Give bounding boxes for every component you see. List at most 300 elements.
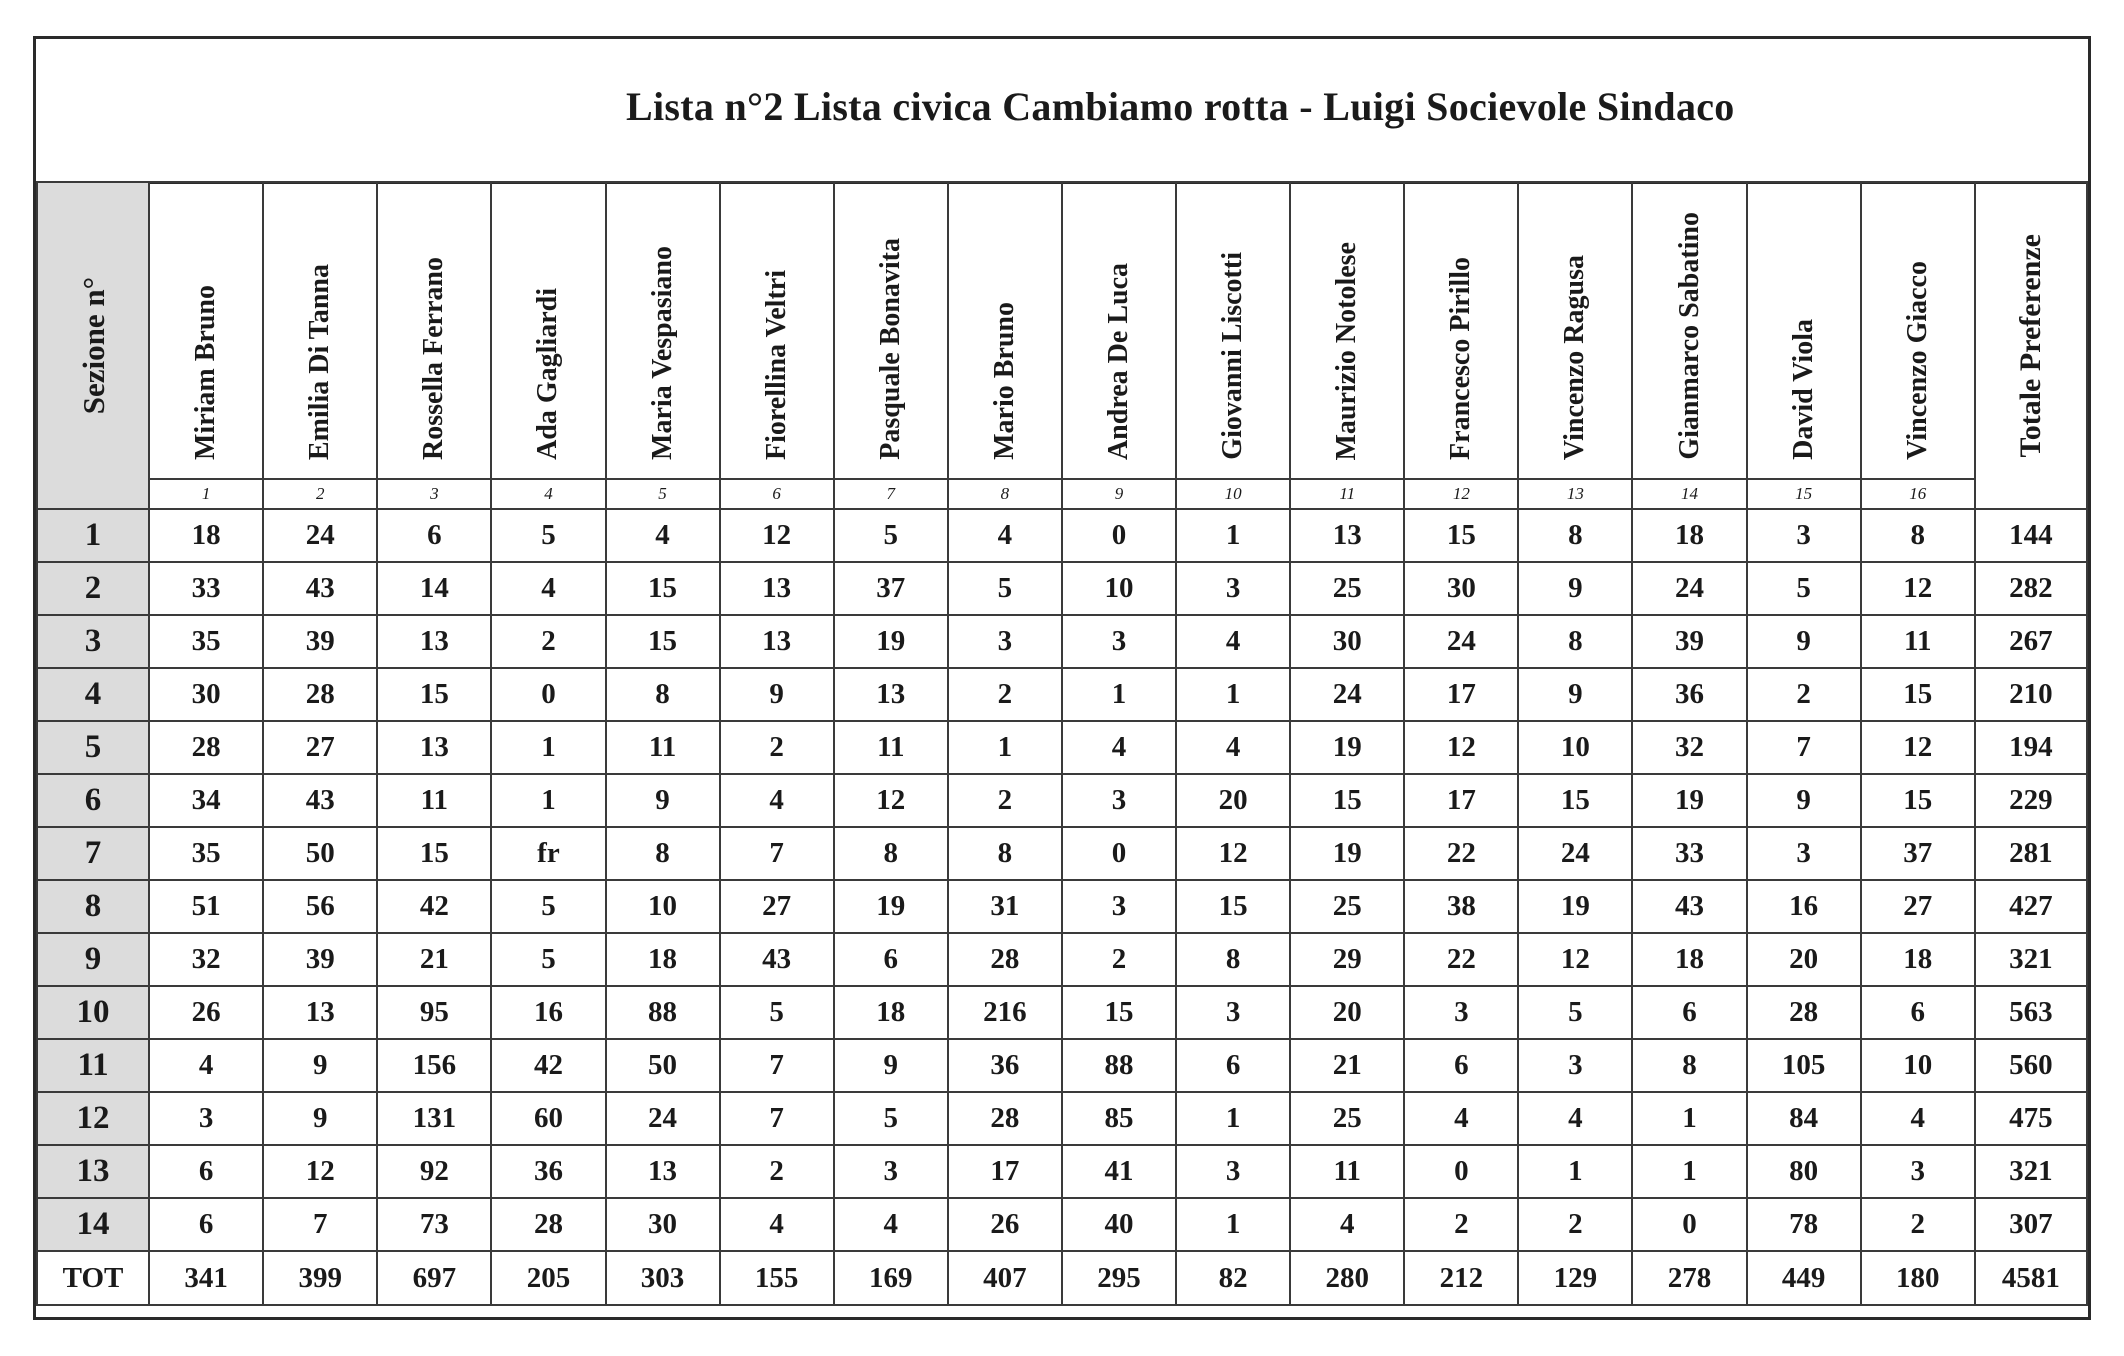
vote-count-cell: 3 — [1062, 615, 1176, 668]
vote-count-cell: 0 — [1632, 1198, 1746, 1251]
candidate-number: 12 — [1404, 479, 1518, 509]
vote-count-cell: 5 — [491, 880, 605, 933]
candidate-number: 5 — [606, 479, 720, 509]
candidate-column-header — [1290, 182, 1404, 479]
section-number-cell: 5 — [37, 721, 149, 774]
vote-count-cell: 0 — [1062, 827, 1176, 880]
vote-count-cell: 19 — [1632, 774, 1746, 827]
section-number-cell: 9 — [37, 933, 149, 986]
vote-count-cell: 26 — [149, 986, 263, 1039]
table-row — [37, 774, 2087, 827]
vote-count-cell: 15 — [377, 668, 491, 721]
candidate-number: 1 — [149, 479, 263, 509]
vote-count-cell: 80 — [1747, 1145, 1861, 1198]
vote-count-cell: 2 — [720, 1145, 834, 1198]
candidate-number: 9 — [1062, 479, 1176, 509]
candidate-name: Gianmarco Sabatino — [1673, 212, 1705, 460]
vote-count-cell: 5 — [491, 509, 605, 562]
vote-count-cell: 17 — [1404, 668, 1518, 721]
candidate-number: 15 — [1747, 479, 1861, 509]
vote-count-cell: 2 — [1404, 1198, 1518, 1251]
section-number-cell: 13 — [37, 1145, 149, 1198]
section-number-cell: 7 — [37, 827, 149, 880]
vote-count-cell: 3 — [1176, 562, 1290, 615]
candidate-total-cell: 295 — [1062, 1251, 1176, 1305]
row-total-cell: 427 — [1975, 880, 2087, 933]
vote-count-cell: 24 — [1290, 668, 1404, 721]
vote-count-cell: 1 — [1176, 668, 1290, 721]
table-row — [37, 986, 2087, 1039]
vote-count-cell: 38 — [1404, 880, 1518, 933]
vote-count-cell: 29 — [1290, 933, 1404, 986]
vote-count-cell: 17 — [1404, 774, 1518, 827]
row-total-cell: 194 — [1975, 721, 2087, 774]
vote-count-cell: 43 — [720, 933, 834, 986]
vote-count-cell: 7 — [263, 1198, 377, 1251]
candidate-total-cell: 205 — [491, 1251, 605, 1305]
vote-count-cell: 9 — [1518, 668, 1632, 721]
vote-count-cell: 10 — [1062, 562, 1176, 615]
vote-count-cell: 12 — [1861, 562, 1975, 615]
vote-count-cell: 37 — [1861, 827, 1975, 880]
vote-count-cell: 30 — [149, 668, 263, 721]
vote-count-cell: 30 — [606, 1198, 720, 1251]
title-band — [36, 39, 2088, 184]
candidate-number: 2 — [263, 479, 377, 509]
vote-count-cell: 13 — [263, 986, 377, 1039]
vote-count-cell: 3 — [1062, 774, 1176, 827]
vote-count-cell: 8 — [1518, 615, 1632, 668]
candidate-total-cell: 280 — [1290, 1251, 1404, 1305]
vote-count-cell: 50 — [606, 1039, 720, 1092]
vote-count-cell: 13 — [1290, 509, 1404, 562]
row-total-cell: 321 — [1975, 1145, 2087, 1198]
vote-count-cell: 4 — [720, 1198, 834, 1251]
vote-count-cell: 3 — [1176, 986, 1290, 1039]
row-total-cell: 475 — [1975, 1092, 2087, 1145]
row-total-cell: 210 — [1975, 668, 2087, 721]
row-total-cell: 267 — [1975, 615, 2087, 668]
vote-count-cell: 4 — [1176, 721, 1290, 774]
row-total-cell: 321 — [1975, 933, 2087, 986]
candidate-column-header — [377, 182, 491, 479]
vote-count-cell: 3 — [1518, 1039, 1632, 1092]
vote-count-cell: 6 — [149, 1198, 263, 1251]
vote-count-cell: 12 — [1518, 933, 1632, 986]
vote-count-cell: 28 — [263, 668, 377, 721]
vote-count-cell: 20 — [1290, 986, 1404, 1039]
vote-count-cell: 21 — [377, 933, 491, 986]
section-number-cell: 11 — [37, 1039, 149, 1092]
vote-count-cell: 18 — [834, 986, 948, 1039]
vote-count-cell: 11 — [834, 721, 948, 774]
vote-count-cell: 25 — [1290, 880, 1404, 933]
vote-count-cell: 1 — [1518, 1145, 1632, 1198]
vote-count-cell: 4 — [491, 562, 605, 615]
candidate-name: Maria Vespasiano — [646, 246, 678, 460]
vote-count-cell: 28 — [948, 1092, 1062, 1145]
table-row — [37, 880, 2087, 933]
candidate-column-header — [1518, 182, 1632, 479]
vote-count-cell: 9 — [263, 1039, 377, 1092]
vote-count-cell: 6 — [377, 509, 491, 562]
candidate-column-header — [1632, 182, 1746, 479]
table-row — [37, 1198, 2087, 1251]
section-number-cell: 4 — [37, 668, 149, 721]
vote-count-cell: 3 — [149, 1092, 263, 1145]
section-number-cell: 3 — [37, 615, 149, 668]
vote-count-cell: 27 — [720, 880, 834, 933]
vote-count-cell: 35 — [149, 615, 263, 668]
candidate-number: 16 — [1861, 479, 1975, 509]
vote-count-cell: 24 — [263, 509, 377, 562]
vote-count-cell: 36 — [1632, 668, 1746, 721]
candidate-name: Rossella Ferrano — [418, 257, 450, 460]
vote-count-cell: 32 — [1632, 721, 1746, 774]
row-total-cell: 560 — [1975, 1039, 2087, 1092]
vote-count-cell: 40 — [1062, 1198, 1176, 1251]
vote-count-cell: 3 — [1747, 827, 1861, 880]
vote-count-cell: 15 — [1404, 509, 1518, 562]
vote-count-cell: 78 — [1747, 1198, 1861, 1251]
candidate-name: Francesco Pirillo — [1445, 257, 1477, 460]
document-title: Lista n°2 Lista civica Cambiamo rotta - Luigi Socievole Sindaco — [626, 84, 1735, 129]
vote-count-cell: 39 — [1632, 615, 1746, 668]
candidate-column-header — [606, 182, 720, 479]
candidate-column-header — [149, 182, 263, 479]
vote-count-cell: 15 — [1861, 668, 1975, 721]
candidate-total-cell: 129 — [1518, 1251, 1632, 1305]
section-column-label: Sezione n° — [75, 276, 111, 415]
totals-row — [37, 1251, 2087, 1305]
vote-count-cell: 19 — [834, 880, 948, 933]
vote-count-cell: 4 — [1518, 1092, 1632, 1145]
vote-count-cell: 36 — [948, 1039, 1062, 1092]
candidate-number: 14 — [1632, 479, 1746, 509]
table-row — [37, 721, 2087, 774]
vote-count-cell: 2 — [948, 774, 1062, 827]
vote-count-cell: 8 — [606, 668, 720, 721]
candidate-name: Maurizio Notolese — [1331, 241, 1363, 460]
vote-count-cell: 5 — [1747, 562, 1861, 615]
vote-count-cell: 7 — [1747, 721, 1861, 774]
table-row — [37, 1092, 2087, 1145]
vote-count-cell: 95 — [377, 986, 491, 1039]
vote-count-cell: 5 — [1518, 986, 1632, 1039]
vote-count-cell: 18 — [1632, 933, 1746, 986]
candidate-number-row — [37, 479, 2087, 509]
vote-count-cell: 8 — [948, 827, 1062, 880]
vote-count-cell: 10 — [1518, 721, 1632, 774]
vote-count-cell: 12 — [1176, 827, 1290, 880]
vote-count-cell: 84 — [1747, 1092, 1861, 1145]
candidate-column-header — [1062, 182, 1176, 479]
vote-count-cell: 7 — [720, 827, 834, 880]
vote-count-cell: 31 — [948, 880, 1062, 933]
candidate-column-header — [834, 182, 948, 479]
candidate-column-header — [720, 182, 834, 479]
vote-count-cell: 43 — [1632, 880, 1746, 933]
vote-count-cell: 24 — [606, 1092, 720, 1145]
vote-count-cell: 13 — [834, 668, 948, 721]
vote-count-cell: 2 — [720, 721, 834, 774]
vote-count-cell: 19 — [1290, 827, 1404, 880]
vote-count-cell: 9 — [263, 1092, 377, 1145]
vote-count-cell: 21 — [1290, 1039, 1404, 1092]
vote-count-cell: 13 — [377, 721, 491, 774]
vote-count-cell: 4 — [1861, 1092, 1975, 1145]
vote-count-cell: 8 — [1518, 509, 1632, 562]
vote-count-cell: 9 — [834, 1039, 948, 1092]
vote-count-cell: 15 — [606, 615, 720, 668]
vote-count-cell: 56 — [263, 880, 377, 933]
vote-count-cell: 10 — [606, 880, 720, 933]
vote-count-cell: 2 — [491, 615, 605, 668]
vote-count-cell: 37 — [834, 562, 948, 615]
vote-count-cell: 11 — [1861, 615, 1975, 668]
vote-count-cell: 1 — [948, 721, 1062, 774]
candidate-total-cell: 169 — [834, 1251, 948, 1305]
vote-count-cell: 26 — [948, 1198, 1062, 1251]
vote-count-cell: 8 — [834, 827, 948, 880]
vote-count-cell: 13 — [720, 562, 834, 615]
candidate-name: Miriam Bruno — [190, 285, 222, 460]
row-total-cell: 281 — [1975, 827, 2087, 880]
section-number-cell: 8 — [37, 880, 149, 933]
vote-count-cell: 11 — [377, 774, 491, 827]
vote-count-cell: 5 — [834, 1092, 948, 1145]
candidate-column-header — [948, 182, 1062, 479]
vote-count-cell: 4 — [834, 1198, 948, 1251]
vote-count-cell: 4 — [1176, 615, 1290, 668]
results-document — [33, 36, 2091, 1320]
candidate-name: Vincenzo Ragusa — [1559, 254, 1591, 460]
vote-count-cell: 15 — [1062, 986, 1176, 1039]
vote-count-cell: 22 — [1404, 933, 1518, 986]
candidate-total-cell: 155 — [720, 1251, 834, 1305]
vote-count-cell: 7 — [720, 1039, 834, 1092]
candidate-total-cell: 341 — [149, 1251, 263, 1305]
vote-count-cell: 5 — [948, 562, 1062, 615]
vote-count-cell: 27 — [1861, 880, 1975, 933]
vote-count-cell: 9 — [606, 774, 720, 827]
candidate-number: 7 — [834, 479, 948, 509]
vote-count-cell: 28 — [491, 1198, 605, 1251]
row-total-cell: 144 — [1975, 509, 2087, 562]
vote-count-cell: 20 — [1747, 933, 1861, 986]
vote-count-cell: 14 — [377, 562, 491, 615]
vote-count-cell: 4 — [1404, 1092, 1518, 1145]
vote-count-cell: 28 — [1747, 986, 1861, 1039]
vote-count-cell: 43 — [263, 562, 377, 615]
vote-count-cell: 60 — [491, 1092, 605, 1145]
vote-count-cell: 15 — [1176, 880, 1290, 933]
vote-count-cell: 13 — [720, 615, 834, 668]
candidate-name: Andrea De Luca — [1102, 262, 1134, 460]
candidate-number: 10 — [1176, 479, 1290, 509]
row-total-cell: 229 — [1975, 774, 2087, 827]
candidate-column-header — [491, 182, 605, 479]
total-column-label: Totale Preferenze — [2013, 233, 2047, 458]
vote-count-cell: 15 — [1518, 774, 1632, 827]
vote-count-cell: 2 — [1861, 1198, 1975, 1251]
candidate-number: 3 — [377, 479, 491, 509]
candidate-total-cell: 399 — [263, 1251, 377, 1305]
vote-count-cell: 50 — [263, 827, 377, 880]
vote-count-cell: 12 — [1404, 721, 1518, 774]
vote-count-cell: 12 — [263, 1145, 377, 1198]
vote-count-cell: 8 — [1632, 1039, 1746, 1092]
candidate-number: 11 — [1290, 479, 1404, 509]
vote-count-cell: 2 — [1062, 933, 1176, 986]
candidate-column-header — [1176, 182, 1290, 479]
vote-count-cell: 1 — [1632, 1092, 1746, 1145]
vote-count-cell: 8 — [606, 827, 720, 880]
row-total-cell: 282 — [1975, 562, 2087, 615]
vote-count-cell: 1 — [491, 721, 605, 774]
candidate-name: Pasquale Bonavita — [874, 238, 906, 460]
vote-count-cell: 4 — [720, 774, 834, 827]
vote-count-cell: 33 — [1632, 827, 1746, 880]
vote-count-cell: 27 — [263, 721, 377, 774]
vote-count-cell: 1 — [1062, 668, 1176, 721]
table-row — [37, 1145, 2087, 1198]
vote-count-cell: 34 — [149, 774, 263, 827]
vote-count-cell: 0 — [491, 668, 605, 721]
candidate-name: Fiorellina Veltri — [760, 269, 792, 460]
vote-count-cell: 6 — [1632, 986, 1746, 1039]
candidate-name: Mario Bruno — [988, 302, 1020, 460]
vote-count-cell: 6 — [149, 1145, 263, 1198]
vote-count-cell: 19 — [1290, 721, 1404, 774]
vote-count-cell: 8 — [1176, 933, 1290, 986]
vote-count-cell: 41 — [1062, 1145, 1176, 1198]
candidate-total-cell: 82 — [1176, 1251, 1290, 1305]
candidate-name: Ada Gagliardi — [532, 288, 564, 460]
vote-count-cell: 15 — [606, 562, 720, 615]
vote-count-cell: 24 — [1632, 562, 1746, 615]
vote-count-cell: 3 — [1176, 1145, 1290, 1198]
candidate-number: 4 — [491, 479, 605, 509]
vote-count-cell: 4 — [606, 509, 720, 562]
candidate-number: 13 — [1518, 479, 1632, 509]
candidate-name: Giovanni Liscotti — [1217, 252, 1249, 460]
vote-count-cell: 3 — [834, 1145, 948, 1198]
table-row — [37, 1039, 2087, 1092]
vote-count-cell: fr — [491, 827, 605, 880]
vote-count-cell: 85 — [1062, 1092, 1176, 1145]
total-column-header — [1975, 182, 2087, 509]
vote-count-cell: 6 — [1861, 986, 1975, 1039]
vote-count-cell: 15 — [377, 827, 491, 880]
table-row — [37, 615, 2087, 668]
vote-count-cell: 216 — [948, 986, 1062, 1039]
candidate-name: Vincenzo Giacco — [1901, 261, 1933, 460]
vote-count-cell: 2 — [1518, 1198, 1632, 1251]
section-number-cell: 10 — [37, 986, 149, 1039]
vote-count-cell: 9 — [720, 668, 834, 721]
vote-count-cell: 0 — [1062, 509, 1176, 562]
vote-count-cell: 6 — [1176, 1039, 1290, 1092]
vote-count-cell: 19 — [834, 615, 948, 668]
vote-count-cell: 18 — [1632, 509, 1746, 562]
section-number-cell: 1 — [37, 509, 149, 562]
section-column-header — [37, 182, 149, 509]
table-body — [37, 509, 2087, 1305]
row-total-cell: 563 — [1975, 986, 2087, 1039]
candidate-column-header — [1747, 182, 1861, 479]
vote-count-cell: 35 — [149, 827, 263, 880]
vote-count-cell: 33 — [149, 562, 263, 615]
vote-count-cell: 92 — [377, 1145, 491, 1198]
vote-count-cell: 4 — [1290, 1198, 1404, 1251]
vote-count-cell: 1 — [1176, 509, 1290, 562]
candidate-name: David Viola — [1787, 319, 1819, 460]
vote-count-cell: 9 — [1747, 774, 1861, 827]
vote-count-cell: 22 — [1404, 827, 1518, 880]
vote-count-cell: 4 — [149, 1039, 263, 1092]
vote-count-cell: 18 — [606, 933, 720, 986]
vote-count-cell: 18 — [1861, 933, 1975, 986]
vote-count-cell: 15 — [1861, 774, 1975, 827]
vote-count-cell: 7 — [720, 1092, 834, 1145]
vote-count-cell: 13 — [377, 615, 491, 668]
vote-count-cell: 17 — [948, 1145, 1062, 1198]
vote-count-cell: 8 — [1861, 509, 1975, 562]
vote-count-cell: 5 — [491, 933, 605, 986]
vote-count-cell: 88 — [606, 986, 720, 1039]
vote-count-cell: 3 — [1861, 1145, 1975, 1198]
vote-count-cell: 1 — [1176, 1092, 1290, 1145]
vote-count-cell: 9 — [1747, 615, 1861, 668]
candidate-total-cell: 278 — [1632, 1251, 1746, 1305]
vote-count-cell: 32 — [149, 933, 263, 986]
vote-count-cell: 15 — [1290, 774, 1404, 827]
vote-count-cell: 73 — [377, 1198, 491, 1251]
vote-count-cell: 30 — [1290, 615, 1404, 668]
grand-total-cell: 4581 — [1975, 1251, 2087, 1305]
vote-count-cell: 39 — [263, 933, 377, 986]
vote-count-cell: 11 — [606, 721, 720, 774]
table-row — [37, 933, 2087, 986]
vote-count-cell: 9 — [1518, 562, 1632, 615]
candidate-total-cell: 212 — [1404, 1251, 1518, 1305]
vote-count-cell: 1 — [1176, 1198, 1290, 1251]
vote-count-cell: 0 — [1404, 1145, 1518, 1198]
vote-count-cell: 156 — [377, 1039, 491, 1092]
vote-count-cell: 6 — [834, 933, 948, 986]
vote-count-cell: 16 — [491, 986, 605, 1039]
vote-count-cell: 4 — [948, 509, 1062, 562]
vote-count-cell: 28 — [149, 721, 263, 774]
table-row — [37, 668, 2087, 721]
header-row — [37, 182, 2087, 479]
section-number-cell: 14 — [37, 1198, 149, 1251]
vote-count-cell: 3 — [1404, 986, 1518, 1039]
section-number-cell: 6 — [37, 774, 149, 827]
candidate-number: 6 — [720, 479, 834, 509]
table-row — [37, 562, 2087, 615]
vote-count-cell: 88 — [1062, 1039, 1176, 1092]
vote-count-cell: 18 — [149, 509, 263, 562]
vote-count-cell: 42 — [377, 880, 491, 933]
table-row — [37, 827, 2087, 880]
candidate-total-cell: 449 — [1747, 1251, 1861, 1305]
vote-count-cell: 1 — [1632, 1145, 1746, 1198]
preferences-table — [36, 181, 2088, 1306]
candidate-total-cell: 180 — [1861, 1251, 1975, 1305]
vote-count-cell: 30 — [1404, 562, 1518, 615]
